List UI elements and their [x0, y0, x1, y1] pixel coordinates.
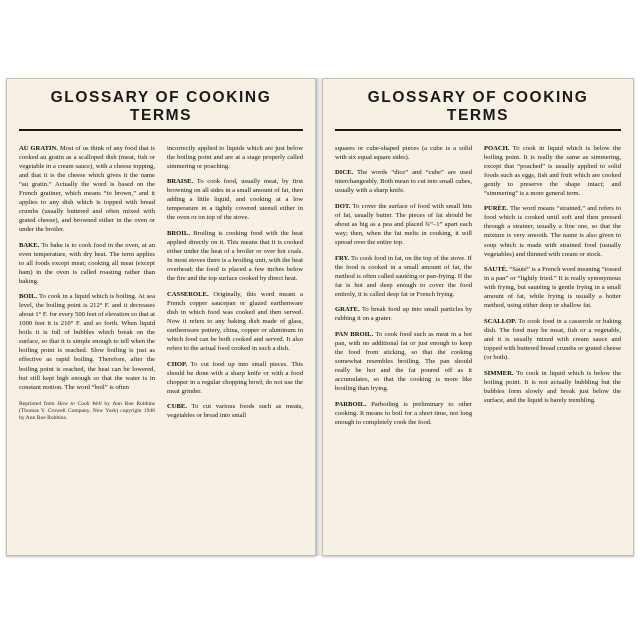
glossary-term: BRAISE.: [167, 178, 194, 186]
glossary-definition: The words “dice” and “cube” are used interchangeably. Both mean to cut into small cubes, usually with a sharp knife.: [335, 169, 472, 195]
glossary-entry: [335, 330, 472, 393]
columns-left: [19, 137, 303, 428]
column-right-2: [484, 137, 621, 410]
glossary-term: GRATE.: [335, 306, 360, 314]
glossary-definition: To cook food such as meat in a hot pan, with no additional fat or just enough to keep the food from sticking, so that the cooking somewhat resembles broiling. The pan should really be hot and the fat poured off as it accumulates, so that the cooking is more like broiling than frying.: [335, 331, 472, 393]
page-title-left: GLOSSARY OF COOKING TERMS: [50, 89, 272, 124]
columns-right: [335, 137, 621, 433]
credit-book-title: How to Cook Well: [57, 400, 102, 407]
column-left-1: [19, 137, 155, 428]
glossary-entry: [167, 177, 303, 222]
glossary-term: SAUTÉ.: [484, 266, 508, 274]
glossary-entry: [335, 254, 472, 299]
glossary-term: FRY.: [335, 254, 350, 262]
glossary-entry: [167, 290, 303, 353]
glossary-definition: incorrectly applied to liquids which are just below the boiling point and are at a stage properly called simmering or poaching.: [167, 144, 303, 170]
glossary-entry: [484, 144, 621, 198]
glossary-definition: To cut various foods such as meats, vegetables or bread into small: [167, 403, 304, 420]
reprint-credit: [19, 401, 155, 423]
glossary-page-left: [6, 78, 316, 556]
glossary-definition: Broiling is cooking food with the heat applied directly on it. This means that it is cooked either under the heat of a broiler or over hot coals. In most stoves there is a broiling unit, with the heat overhead; the food is placed a few inches below the fire and the top surface cooked by direct heat.: [167, 230, 303, 283]
glossary-term: BOIL.: [19, 293, 38, 301]
glossary-term: PURÉE.: [484, 205, 508, 213]
glossary-definition: To cook food in fat, on the top of the stove. If the food is cooked in a small amount of fat, the method is often called sautéing or pan-frying. If the fat is hot and deep enough to cover the food entirely, it is called deep fat or French frying.: [335, 254, 472, 298]
glossary-entry: [167, 402, 303, 420]
glossary-entry: [167, 360, 303, 396]
glossary-term: PAN BROIL.: [335, 331, 374, 339]
glossary-definition: To bake is to cook food in the oven, at an even temperature, with dry heat. The term applies to all foods except meat; cooking all meat (except ham) in the oven is called roasting rather than baking.: [19, 241, 156, 285]
glossary-entry: [335, 305, 472, 323]
glossary-entry: [484, 317, 621, 362]
column-right-1: [335, 137, 472, 433]
glossary-definition: To cut food up into small pieces. This should be done with a sharp knife or with a food chopper in a regular chopping bowl; do not use the meat grinder.: [167, 360, 303, 395]
glossary-entry: [335, 168, 472, 195]
glossary-term: BROIL.: [167, 230, 190, 238]
glossary-entry: [335, 400, 472, 427]
glossary-definition: To cook in liquid which is below the boiling point. It is not actually bubbling but the bubbles form slowly and break just below the surface, and the liquid is barely trembling.: [484, 369, 622, 404]
glossary-term: DOT.: [335, 202, 351, 210]
glossary-entry: [484, 265, 621, 310]
glossary-definition: To cook in liquid which is below the boiling point. It is really the same as simmering, except that “poached” is usually applied to solid foods such as eggs, fish and fruit which are cooked gently to preserve the shape intact; and “simmering” is a more general term.: [484, 144, 622, 197]
glossary-term: CASSEROLE.: [167, 290, 209, 298]
glossary-term: DICE.: [335, 169, 354, 177]
glossary-definition: To cook food, usually meat, by first browning on all sides in a small amount of fat, then adding a little liquid, and cooking at a low temperature in a tightly covered utensil either in the oven or on top of the stove.: [167, 178, 303, 222]
glossary-term: PARBOIL.: [335, 400, 367, 408]
glossary-definition: Originally, this word meant a French copper saucepan or glazed earthenware dish in which food was cooked and then served. Now it refers to any baking dish made of glass, earthenware pottery, china, copper or aluminum in which food can be both cooked and served. It also refers to the actual food cooked in such a dish.: [167, 290, 303, 352]
glossary-entry: [484, 204, 621, 258]
glossary-definition: “Sauté” is a French word meaning “tossed in a pan” or “lightly fried.” It is really synonymous with frying, but sautéing is gentle frying in a small amount of fat, while frying is usually a hotter method, using either deep or shallow fat.: [484, 266, 621, 310]
glossary-definition: squares or cube-shaped pieces (a cube is a solid with six equal square sides).: [335, 144, 472, 161]
glossary-term: CUBE.: [167, 403, 187, 411]
glossary-term: SCALLOP.: [484, 317, 517, 325]
glossary-term: CHOP.: [167, 360, 188, 368]
glossary-entry: [19, 241, 155, 286]
credit-prefix: Reprinted from: [19, 400, 58, 407]
glossary-entry: [19, 292, 155, 391]
page-title-right: GLOSSARY OF COOKING TERMS: [367, 89, 589, 124]
glossary-entry: [484, 369, 621, 405]
credit-suffix: by Ann Roe Robbins (Thomas Y. Crowell Company, New York) copyright 1946 by Ann Roe Robbins.: [19, 400, 155, 422]
glossary-entry: [335, 144, 472, 162]
glossary-term: POACH.: [484, 144, 510, 152]
glossary-definition: To cook in a liquid which is boiling. At sea level, the boiling point is 212° F. and it decreases about 1° F. for every 500 feet of elevation so that at 1000 feet it is 210° F. and so forth. When liquid boils it is full of bubbles which break on the surface, so that it is simple enough to tell when the boiling point is reached. Slow boiling is just as effective as rapid boiling. Therefore, after the boiling point is reached, the heat can be lowered, but still kept high enough so that the water is in constant motion. The word “boil” is often: [19, 293, 156, 391]
glossary-definition: To cover the surface of food with small bits of fat, usually butter. The pieces of fat should be about as big as a pea and placed ¾”–1” apart each way; then, when the fat melts in cooking, it will spread over the entire top.: [335, 202, 473, 247]
glossary-term: BAKE.: [19, 241, 40, 249]
glossary-entry: [167, 229, 303, 283]
glossary-definition: Most of us think of any food that is cooked au gratin as a scalloped dish (meat, fish or vegetable in a cream sauce), with a cheese topping, and that it is the cheese which gives it the name “au gratin.” Actually the word is based on the French gratiner, which means “to brown,” and it applies to any dish which is topped with bread crumbs (usually buttered and often mixed with grated cheese), and browned either in the oven or under the broiler.: [19, 144, 155, 233]
title-rule-right: [335, 129, 621, 131]
title-rule-left: [19, 129, 303, 131]
glossary-definition: The word means “strained,” and refers to food which is cooked until soft and then pressed through a strainer, usually a fine one, so that the mixture is very smooth. The name is also given to soup which is made with strained food (usually vegetables) and thinned with cream or stock.: [484, 205, 621, 258]
glossary-term: SIMMER.: [484, 369, 514, 377]
glossary-definition: Parboiling is preliminary to other cooking. It means to boil for a short time, not long enough to completely cook the food.: [335, 400, 472, 426]
glossary-definition: To cook food in a casserole or baking dish. The food may be meat, fish or a vegetable, and it is usually mixed with cream sauce and topped with buttered bread crumbs or grated cheese (or both).: [484, 317, 622, 362]
glossary-term: AU GRATIN.: [19, 144, 58, 152]
glossary-definition: To break food up into small particles by rubbing it on a grater.: [335, 306, 473, 323]
glossary-entry: [167, 144, 303, 171]
glossary-page-right: [322, 78, 634, 556]
glossary-entry: [19, 144, 155, 234]
glossary-entry: [335, 202, 472, 247]
column-left-2: [167, 137, 303, 426]
